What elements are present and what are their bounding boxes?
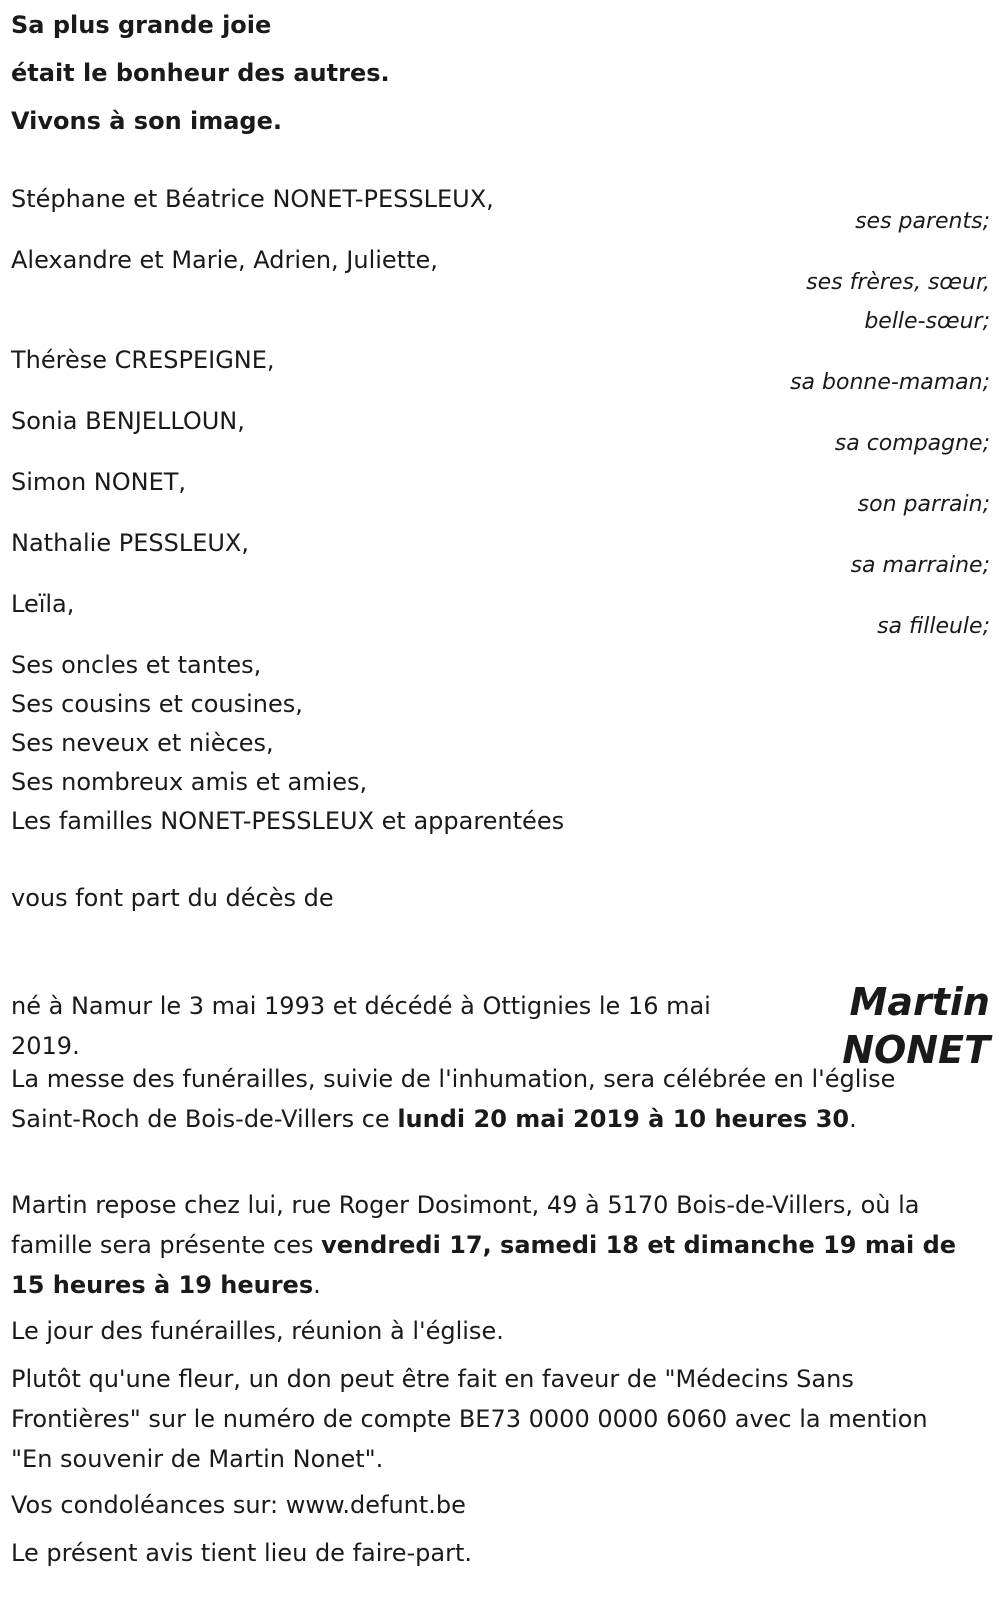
godmother-name: Nathalie PESSLEUX, [11, 529, 249, 557]
funeral-intro: La messe des funérailles, suivie de l'inhumation, sera célébrée en l'église Saint-Roch de Bois-de-Villers ce [11, 1065, 896, 1133]
condolences-text: Vos condoléances sur: www.defunt.be [11, 1491, 466, 1519]
godmother-relation: sa marraine; [850, 553, 990, 578]
extended-line-3: Ses neveux et nièces, [11, 729, 274, 757]
parents-names: Stéphane et Béatrice NONET-PESSLEUX, [11, 185, 494, 213]
deceased-first-name: Martin [849, 980, 990, 1024]
viewing-end: . [313, 1271, 321, 1299]
motto-line-2: était le bonheur des autres. [11, 59, 390, 87]
extended-line-4: Ses nombreux amis et amies, [11, 768, 368, 796]
deceased-last-name: NONET [842, 1028, 990, 1072]
partner-name: Sonia BENJELLOUN, [11, 407, 245, 435]
partner-relation: sa compagne; [834, 431, 990, 456]
godfather-relation: son parrain; [857, 492, 990, 517]
goddaughter-name: Leïla, [11, 590, 75, 618]
notice-text: Le présent avis tient lieu de faire-part. [11, 1539, 473, 1567]
viewing-intro: Martin repose chez lui, rue Roger Dosimont, 49 à 5170 Bois-de-Villers, où la famille sera présente ces [11, 1191, 920, 1259]
siblings-relation-line-2: belle-sœur; [864, 309, 990, 334]
funeral-paragraph [11, 1059, 971, 1139]
birth-death-text: né à Namur le 3 mai 1993 et décédé à Ottignies le 16 mai 2019. [11, 992, 711, 1060]
extended-line-2: Ses cousins et cousines, [11, 690, 303, 718]
extended-line-5: Les familles NONET-PESSLEUX et apparentées [11, 807, 565, 835]
viewing-paragraph [11, 1185, 971, 1305]
funeral-date: lundi 20 mai 2019 à 10 heures 30 [397, 1105, 850, 1133]
grandmother-name: Thérèse CRESPEIGNE, [11, 346, 275, 374]
motto-line-3: Vivons à son image. [11, 107, 283, 135]
godfather-name: Simon NONET, [11, 468, 187, 496]
meeting-text: Le jour des funérailles, réunion à l'église. [11, 1317, 504, 1345]
donation-text: Plutôt qu'une fleur, un don peut être fait en faveur de "Médecins Sans Frontières" sur le numéro de compte BE73 0000 0000 6060 avec la mention "En souvenir de Martin Nonet". [11, 1365, 928, 1473]
funeral-end: . [849, 1105, 857, 1133]
viewing-dates: vendredi 17, samedi 18 et dimanche 19 mai de 15 heures à 19 heures [11, 1231, 957, 1299]
siblings-names: Alexandre et Marie, Adrien, Juliette, [11, 246, 438, 274]
parents-relation: ses parents; [855, 209, 990, 234]
grandmother-relation: sa bonne-maman; [790, 370, 990, 395]
goddaughter-relation: sa filleule; [877, 614, 990, 639]
announcement: vous font part du décès de [11, 884, 334, 912]
extended-line-1: Ses oncles et tantes, [11, 651, 262, 679]
motto-line-1: Sa plus grande joie [11, 11, 272, 39]
siblings-relation-line-1: ses frères, sœur, [806, 270, 990, 295]
